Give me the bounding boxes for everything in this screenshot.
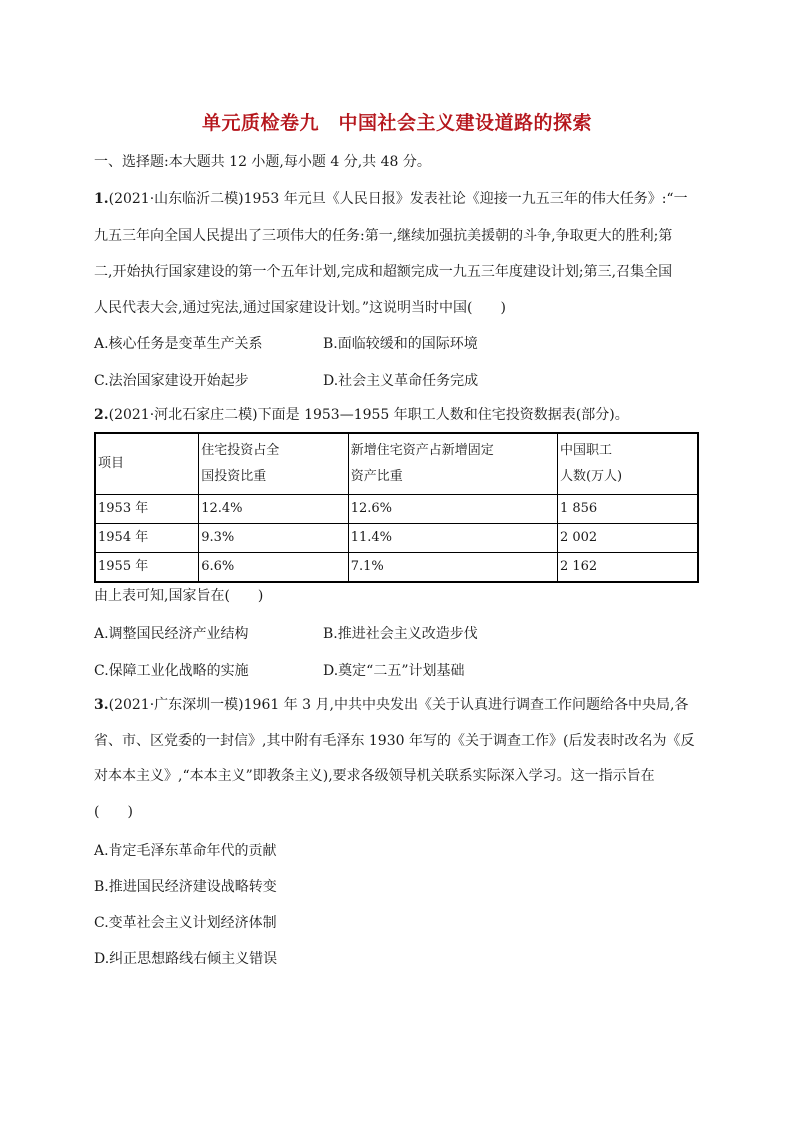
table-cell: 2 162 (557, 553, 698, 583)
q3-option-b[interactable]: B.推进国民经济建设战略转变 (94, 879, 277, 895)
q2-option-d[interactable]: D.奠定“二五”计划基础 (323, 663, 465, 679)
table-cell: 2 002 (557, 524, 698, 553)
table-header-cell: 新增住宅资产占新增固定 资产比重 (348, 433, 557, 495)
table-row (95, 524, 698, 553)
question-2-line-1 (94, 405, 629, 425)
question-1-line-3: 二,开始执行国家建设的第一个五年计划,完成和超额完成一九五三年度建设计划;第三,召集全国 (94, 264, 673, 280)
q3-option-a[interactable]: A.肯定毛泽东革命年代的贡献 (94, 843, 277, 859)
question-3-line-1 (94, 695, 688, 715)
table-cell: 6.6% (199, 553, 349, 583)
table-cell: 12.4% (199, 495, 349, 524)
table-cell: 1953 年 (95, 495, 199, 524)
q1-option-d[interactable]: D.社会主义革命任务完成 (323, 373, 479, 389)
table-cell: 9.3% (199, 524, 349, 553)
table-cell: 1 856 (557, 495, 698, 524)
table-row (95, 495, 698, 524)
table-row (95, 553, 698, 583)
q2-option-b[interactable]: B.推进社会主义改造步伐 (323, 626, 478, 642)
question-1-text: (2021·山东临沂二模)1953 年元旦《人民日报》发表社论《迎接一九五三年的伟大任务》:“一 (108, 191, 688, 207)
question-1-line-4: 人民代表大会,通过宪法,通过国家建设计划。”这说明当时中国( ) (94, 300, 506, 316)
table-cell: 7.1% (348, 553, 557, 583)
question-2-number: 2. (94, 407, 109, 423)
table-cell: 1954 年 (95, 524, 199, 553)
question-3-text: (2021·广东深圳一模)1961 年 3 月,中共中央发出《关于认真进行调查工作问题给各中央局,各 (108, 697, 689, 713)
q2-option-c[interactable]: C.保障工业化战略的实施 (94, 663, 249, 679)
table-cell: 11.4% (348, 524, 557, 553)
question-3-number: 3. (94, 697, 109, 713)
question-3-line-4: ( ) (94, 804, 133, 820)
question-3-line-2: 省、市、区党委的一封信》,其中附有毛泽东 1930 年写的《关于调查工作》(后发表时改名为《反 (94, 733, 695, 749)
data-table (94, 432, 699, 583)
question-3-line-3: 对本本主义》,“本本主义”即教条主义),要求各级领导机关联系实际深入学习。这一指示旨在 (94, 768, 655, 784)
question-1-line-1 (94, 189, 688, 209)
question-2-after: 由上表可知,国家旨在( ) (94, 588, 264, 604)
q3-option-d[interactable]: D.纠正思想路线右倾主义错误 (94, 951, 278, 967)
table-cell: 12.6% (348, 495, 557, 524)
table-cell: 1955 年 (95, 553, 199, 583)
q1-option-b[interactable]: B.面临较缓和的国际环境 (323, 336, 478, 352)
question-2-text: (2021·河北石家庄二模)下面是 1953—1955 年职工人数和住宅投资数据表(部分)。 (108, 407, 629, 423)
table-header-row (95, 433, 698, 495)
table-header-cell: 住宅投资占全 国投资比重 (199, 433, 349, 495)
question-1-number: 1. (94, 191, 109, 207)
q1-option-a[interactable]: A.核心任务是变革生产关系 (94, 336, 263, 352)
q1-option-c[interactable]: C.法治国家建设开始起步 (94, 373, 249, 389)
q3-option-c[interactable]: C.变革社会主义计划经济体制 (94, 915, 277, 931)
page-title: 单元质检卷九 中国社会主义建设道路的探索 (201, 112, 592, 134)
section-heading: 一、选择题:本大题共 12 小题,每小题 4 分,共 48 分。 (94, 154, 431, 170)
table-header-cell: 项目 (95, 433, 199, 495)
q2-option-a[interactable]: A.调整国民经济产业结构 (94, 626, 249, 642)
table-header-cell: 中国职工 人数(万人) (557, 433, 698, 495)
question-1-line-2: 九五三年向全国人民提出了三项伟大的任务:第一,继续加强抗美援朝的斗争,争取更大的胜利;第 (94, 228, 673, 244)
